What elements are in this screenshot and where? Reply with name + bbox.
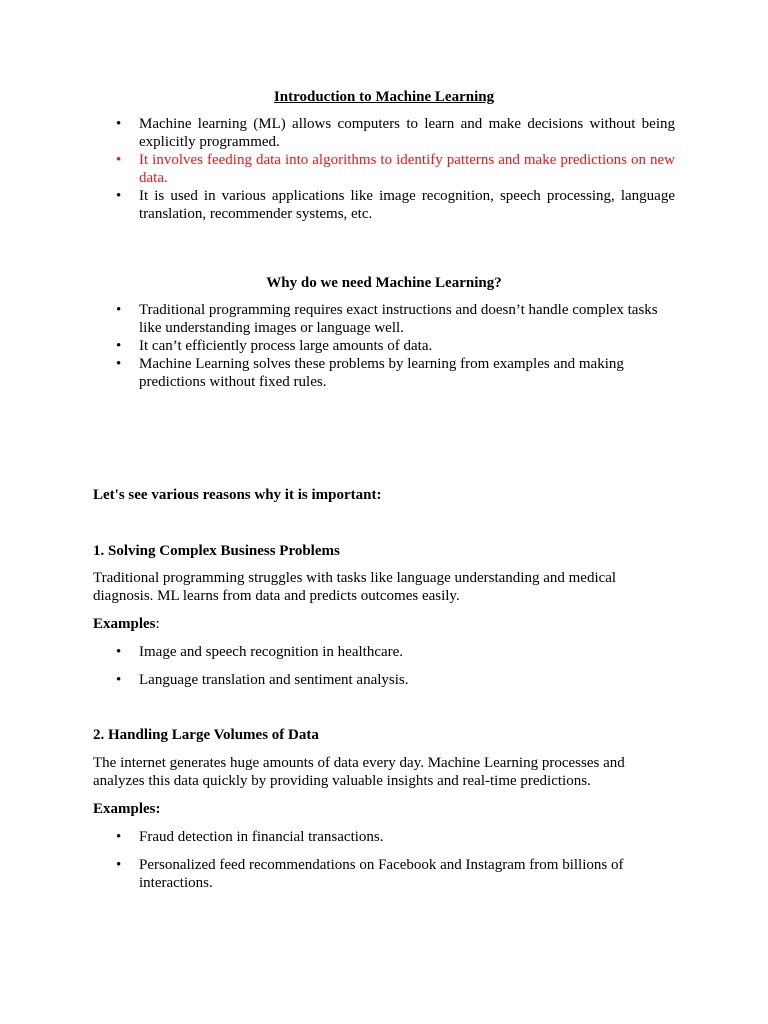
list-item-highlighted (93, 151, 675, 187)
bullet-text: Machine Learning solves these problems by learning from examples and making predictions without fixed rules. (139, 356, 624, 390)
bullet-icon: • (116, 356, 122, 372)
list-item (93, 643, 675, 661)
bullet-icon: • (116, 116, 122, 132)
bullet-text: Machine learning (ML) allows computers to learn and make decisions without being explicitly programmed. (139, 116, 675, 150)
bullet-icon: • (116, 857, 122, 873)
bullet-icon: • (116, 302, 122, 318)
list-item (93, 856, 675, 892)
section-title-introduction: Introduction to Machine Learning (273, 89, 495, 105)
list-item (93, 187, 675, 223)
reason-2-examples-list (93, 828, 675, 902)
bullet-icon: • (116, 672, 122, 688)
bullet-icon: • (116, 338, 122, 354)
bullet-icon: • (116, 829, 122, 845)
bullet-text: Image and speech recognition in healthcare. (139, 644, 404, 660)
list-item (93, 115, 675, 151)
bullet-text: It can’t efficiently process large amounts of data. (139, 338, 433, 354)
bullet-text: Traditional programming requires exact instructions and doesn’t handle complex tasks like understanding images or language well. (139, 302, 658, 336)
bullet-text: Fraud detection in financial transactions. (139, 829, 384, 845)
bullet-icon: • (116, 188, 122, 204)
list-item (93, 671, 675, 689)
bullet-icon: • (116, 644, 122, 660)
reason-1-body: Traditional programming struggles with tasks like language understanding and medical diagnosis. ML learns from data and predicts outcomes easily. (93, 570, 617, 604)
reason-2-body: The internet generates huge amounts of data every day. Machine Learning processes and analyzes this data quickly by providing valuable insights and real-time predictions. (93, 755, 625, 789)
reason-1-examples-label (93, 615, 675, 633)
list-item (93, 828, 675, 846)
bullet-text: Personalized feed recommendations on Facebook and Instagram from billions of interactions. (139, 857, 624, 891)
bullet-text: It is used in various applications like image recognition, speech processing, language translation, recommender systems, etc. (139, 188, 675, 222)
examples-colon: : (155, 616, 160, 632)
reason-2-examples-label: Examples: (93, 801, 161, 817)
list-item (93, 337, 675, 355)
bullet-text: Language translation and sentiment analysis. (139, 672, 409, 688)
list-item (93, 301, 675, 337)
reasons-heading: Let's see various reasons why it is important: (93, 487, 382, 503)
why-needed-bullet-list (93, 301, 675, 391)
bullet-icon: • (116, 152, 122, 168)
reason-2-heading: 2. Handling Large Volumes of Data (93, 727, 319, 743)
reason-1-heading: 1. Solving Complex Business Problems (93, 543, 340, 559)
examples-label: Examples (93, 616, 156, 632)
list-item (93, 355, 675, 391)
reason-1-examples-list (93, 643, 675, 699)
introduction-bullet-list (93, 115, 675, 223)
bullet-text: It involves feeding data into algorithms to identify patterns and make predictions on new data. (139, 152, 675, 186)
section-title-why-needed: Why do we need Machine Learning? (266, 275, 502, 291)
